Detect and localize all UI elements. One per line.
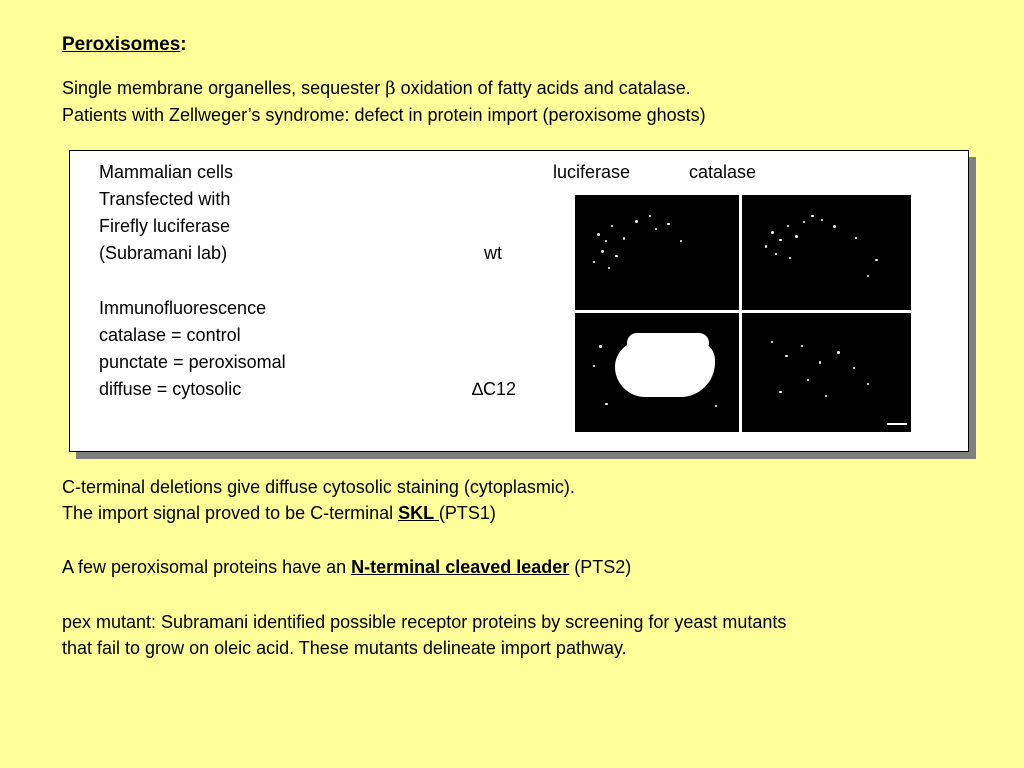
micrograph-panel [575, 195, 911, 432]
body-line-1: C-terminal deletions give diffuse cytosolic staining (cytoplasmic). [62, 477, 575, 497]
intro-line-1-end: oxidation of fatty acids and catalase. [395, 78, 691, 98]
figure-box [69, 150, 969, 452]
punctate-spot [807, 379, 809, 381]
punctate-spot [605, 240, 607, 242]
figure-text-line: Transfected with [99, 189, 231, 209]
body-line-2-end: (PTS1) [438, 503, 496, 523]
col-label-catalase: catalase [689, 162, 757, 182]
punctate-spot [765, 245, 767, 248]
punctate-spot [649, 215, 651, 217]
punctate-spot [795, 235, 798, 238]
scale-bar [887, 423, 907, 425]
title-text: Peroxisomes [62, 34, 181, 55]
intro-line-1 [62, 78, 691, 99]
row-label-wt: wt [484, 243, 502, 263]
punctate-spot [787, 225, 789, 227]
figure-text-line: Immunofluorescence [99, 298, 267, 318]
punctate-spot [837, 351, 840, 354]
body-line-5: that fail to grow on oleic acid. These mutants delineate import pathway. [62, 638, 627, 658]
body-line-2-start: The import signal proved to be C-terminal [62, 503, 399, 523]
body-line-2 [62, 503, 496, 524]
panel-divider-vertical [739, 195, 742, 432]
punctate-spot [680, 240, 682, 242]
punctate-spot [867, 383, 869, 385]
body-line-4: pex mutant: Subramani identified possible receptor proteins by screening for yeast mutants [62, 612, 787, 632]
punctate-spot [789, 257, 791, 259]
beta-symbol: β [385, 78, 396, 99]
punctate-spot [655, 228, 657, 230]
punctate-spot [771, 231, 774, 234]
punctate-spot [819, 361, 821, 364]
figure-text-line: catalase = control [99, 325, 241, 345]
punctate-spot [611, 225, 613, 227]
body-line-3-end: (PTS2) [569, 557, 632, 577]
figure-text-line: Mammalian cells [99, 162, 234, 182]
punctate-spot [597, 233, 600, 236]
punctate-spot [771, 341, 773, 343]
intro-line-1-start: Single membrane organelles, sequester [62, 78, 386, 98]
punctate-spot [667, 223, 670, 225]
punctate-spot [615, 255, 618, 257]
punctate-spot [811, 215, 814, 217]
punctate-spot [821, 219, 823, 221]
body-line-3-start: A few peroxisomal proteins have an [62, 557, 352, 577]
title-colon: : [180, 34, 187, 55]
punctate-spot [601, 250, 604, 253]
punctate-spot [605, 403, 608, 405]
diffuse-staining [627, 333, 709, 353]
punctate-spot [593, 261, 595, 263]
punctate-spot [801, 345, 803, 347]
figure-text-line: punctate = peroxisomal [99, 352, 286, 372]
panel-divider-horizontal [575, 310, 911, 313]
figure-text-line: diffuse = cytosolic [99, 379, 242, 399]
punctate-spot [785, 355, 788, 357]
row-label-delta-c12: ∆C12 [472, 379, 517, 399]
n-terminal-leader-highlight: N-terminal cleaved leader [351, 557, 570, 577]
punctate-spot [853, 367, 855, 369]
slide-title [62, 34, 187, 56]
punctate-spot [608, 267, 610, 269]
punctate-spot [775, 253, 777, 255]
body-line-3 [62, 557, 631, 578]
punctate-spot [867, 275, 869, 277]
intro-line-2: Patients with Zellweger’s syndrome: defect in protein import (peroxisome ghosts) [62, 105, 706, 125]
punctate-spot [779, 391, 782, 393]
punctate-spot [855, 237, 857, 239]
punctate-spot [825, 395, 827, 397]
punctate-spot [593, 365, 595, 367]
punctate-spot [623, 237, 625, 240]
punctate-spot [779, 239, 782, 241]
col-label-luciferase: luciferase [553, 162, 631, 182]
punctate-spot [875, 259, 878, 261]
punctate-spot [833, 225, 836, 228]
punctate-spot [599, 345, 602, 348]
figure-text-line: (Subramani lab) [99, 243, 228, 263]
punctate-spot [635, 220, 638, 223]
figure-text-line: Firefly luciferase [99, 216, 231, 236]
punctate-spot [803, 221, 805, 223]
punctate-spot [715, 405, 717, 407]
skl-highlight: SKL [398, 503, 439, 523]
